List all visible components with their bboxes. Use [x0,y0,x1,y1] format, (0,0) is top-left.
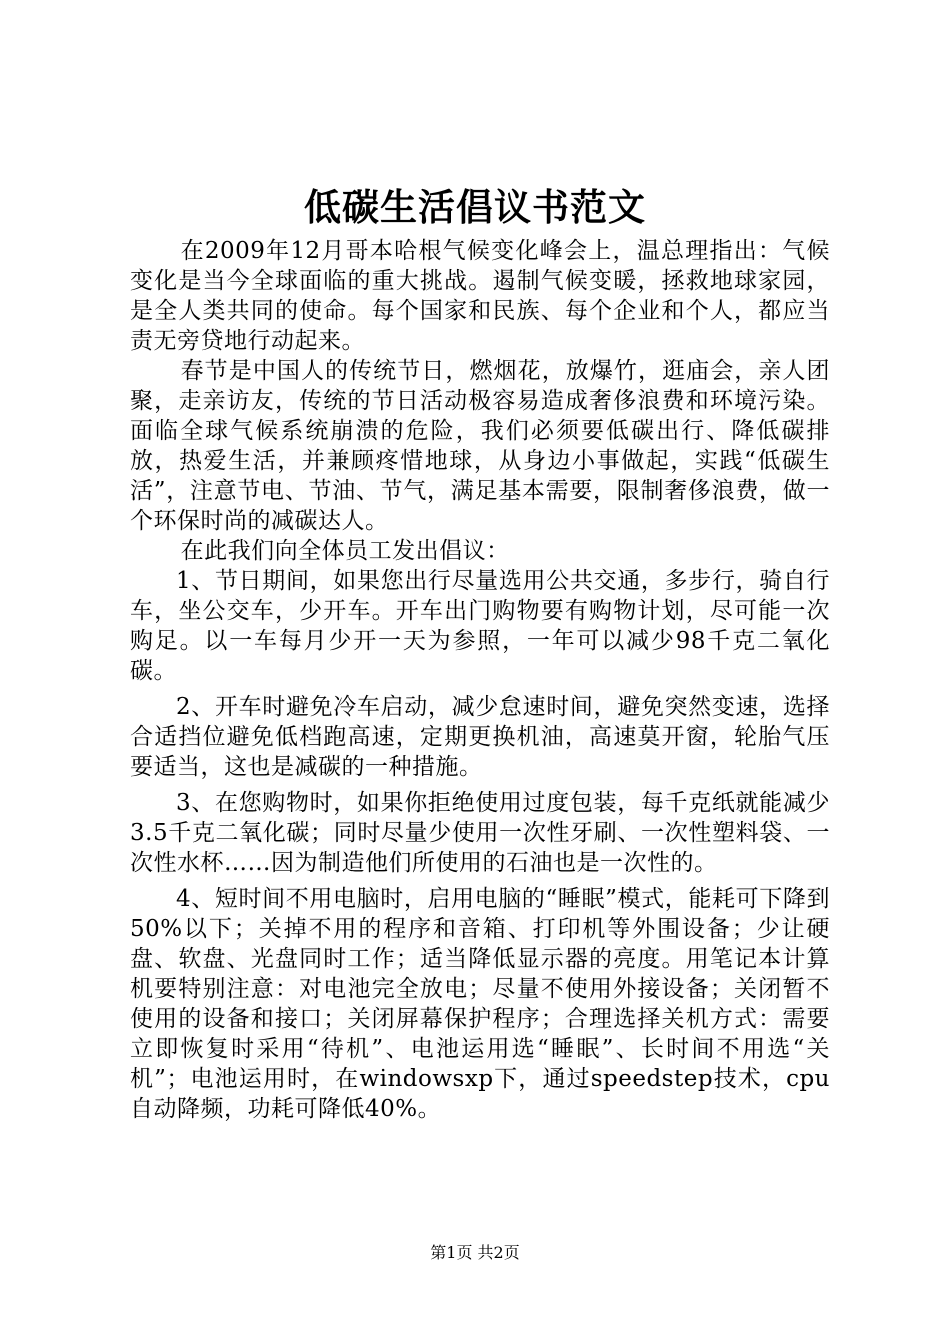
proposal-item-4: 4、短时间不用电脑时，启用电脑的“睡眠”模式，能耗可下降到50%以下；关掉不用的程序和音箱、打印机等外围设备；少让硬盘、软盘、光盘同时工作；适当降低显示器的亮度。用笔记本计算机要特别注意：对电池完全放电；尽量不使用外接设备；关闭暂不使用的设备和接口；关闭屏幕保护程序；合理选择关机方式：需要立即恢复时采用“待机”、电池运用选“睡眠”、长时间不用选“关机”；电池运用时，在windowsxp下，通过speedstep技术，cpu自动降频，功耗可降低40%。 [130,886,830,1122]
page-total: 共2页 [477,1243,520,1262]
paragraph-proposal-lead: 在此我们向全体员工发出倡议： [180,538,510,564]
page-number: 第1页 [430,1243,473,1262]
proposal-item-3: 3、在您购物时，如果你拒绝使用过度包装，每千克纸就能减少3.5千克二氧化碳；同时尽量少使用一次性牙刷、一次性塑料袋、一次性水杯……因为制造他们所使用的石油也是一次性的。 [130,790,830,876]
page-footer [0,1243,950,1263]
proposal-item-2: 2、开车时避免冷车启动，减少怠速时间，避免突然变速，选择合适挡位避免低档跑高速，定期更换机油，高速莫开窗，轮胎气压要适当，这也是减碳的一种措施。 [130,694,830,780]
proposal-item-1: 1、节日期间，如果您出行尽量选用公共交通，多步行，骑自行车，坐公交车，少开车。开车出门购物要有购物计划，尽可能一次购足。以一车每月少开一天为参照，一年可以减少98千克二氧化碳。 [130,568,830,684]
paragraph-intro: 在2009年12月哥本哈根气候变化峰会上，温总理指出：气候变化是当今全球面临的重大挑战。遏制气候变暖，拯救地球家园，是全人类共同的使命。每个国家和民族、每个企业和个人，都应当责无旁贷地行动起来。 [130,238,830,354]
document-title: 低碳生活倡议书范文 [304,186,646,229]
paragraph-spring-festival: 春节是中国人的传统节日，燃烟花，放爆竹，逛庙会，亲人团聚，走亲访友，传统的节日活动极容易造成奢侈浪费和环境污染。面临全球气候系统崩溃的危险，我们必须要低碳出行、降低碳排放，热爱生活，并兼顾疼惜地球，从身边小事做起，实践“低碳生活”，注意节电、节油、节气，满足基本需要，限制奢侈浪费，做一个环保时尚的减碳达人。 [130,358,830,534]
document-body [130,236,830,1124]
